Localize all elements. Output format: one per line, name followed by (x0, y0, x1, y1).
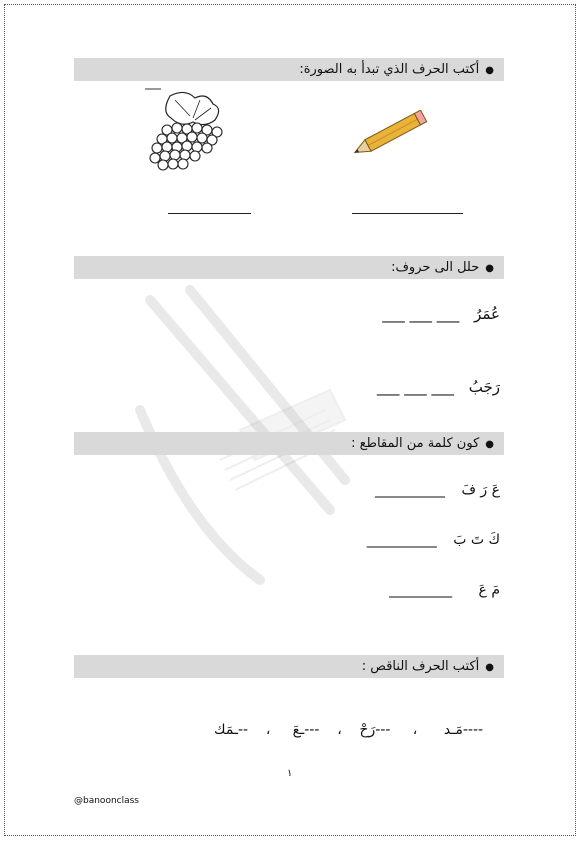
section-header-2 (74, 256, 504, 279)
footer-handle: @banoonclass (74, 796, 139, 806)
word: عُمَرُ (474, 305, 500, 323)
letter-blanks[interactable]: ___ ___ ___ (376, 378, 454, 396)
bullet-icon: ● (485, 662, 494, 673)
bullet-icon: ● (485, 65, 494, 76)
syllables: كَ تَ بَ (453, 532, 500, 548)
analysis-row-1 (300, 305, 500, 323)
syllables: عَ رَ فَ (461, 482, 500, 498)
answer-line-pencil[interactable] (352, 213, 463, 214)
word-blank[interactable]: __________ (366, 532, 437, 548)
page-number: ١ (287, 768, 293, 779)
bullet-icon: ● (485, 263, 494, 274)
missing-letter-row[interactable] (72, 706, 492, 738)
letter-blanks[interactable]: ___ ___ ___ (382, 305, 460, 323)
missing-letter-items[interactable]: ----مَـد ، ---رَحْ ، ---ـعَ ، --ـمَك (214, 722, 484, 738)
section-title: حلل الى حروف: (391, 260, 480, 275)
section-title: أكتب الحرف الذي تبدأ به الصورة: (299, 62, 480, 77)
section-title: كون كلمة من المقاطع : (351, 436, 480, 451)
answer-line-grapes[interactable] (168, 213, 251, 214)
bullet-icon: ● (485, 439, 494, 450)
syllable-row-2 (260, 532, 500, 548)
section-header-3 (74, 432, 504, 455)
pencil-icon (346, 110, 432, 162)
section-header-4 (74, 655, 504, 678)
word: رَجَبُ (468, 378, 500, 396)
word-blank[interactable]: __________ (375, 482, 446, 498)
section-title: أكتب الحرف الناقص : (361, 659, 480, 674)
grapes-icon (145, 88, 227, 174)
word-blank[interactable]: _________ (389, 582, 453, 598)
section-header-1 (74, 58, 504, 81)
analysis-row-2 (300, 378, 500, 396)
syllable-row-3 (260, 582, 500, 598)
syllable-row-1 (260, 482, 500, 498)
syllables: مَ عَ (478, 582, 500, 598)
